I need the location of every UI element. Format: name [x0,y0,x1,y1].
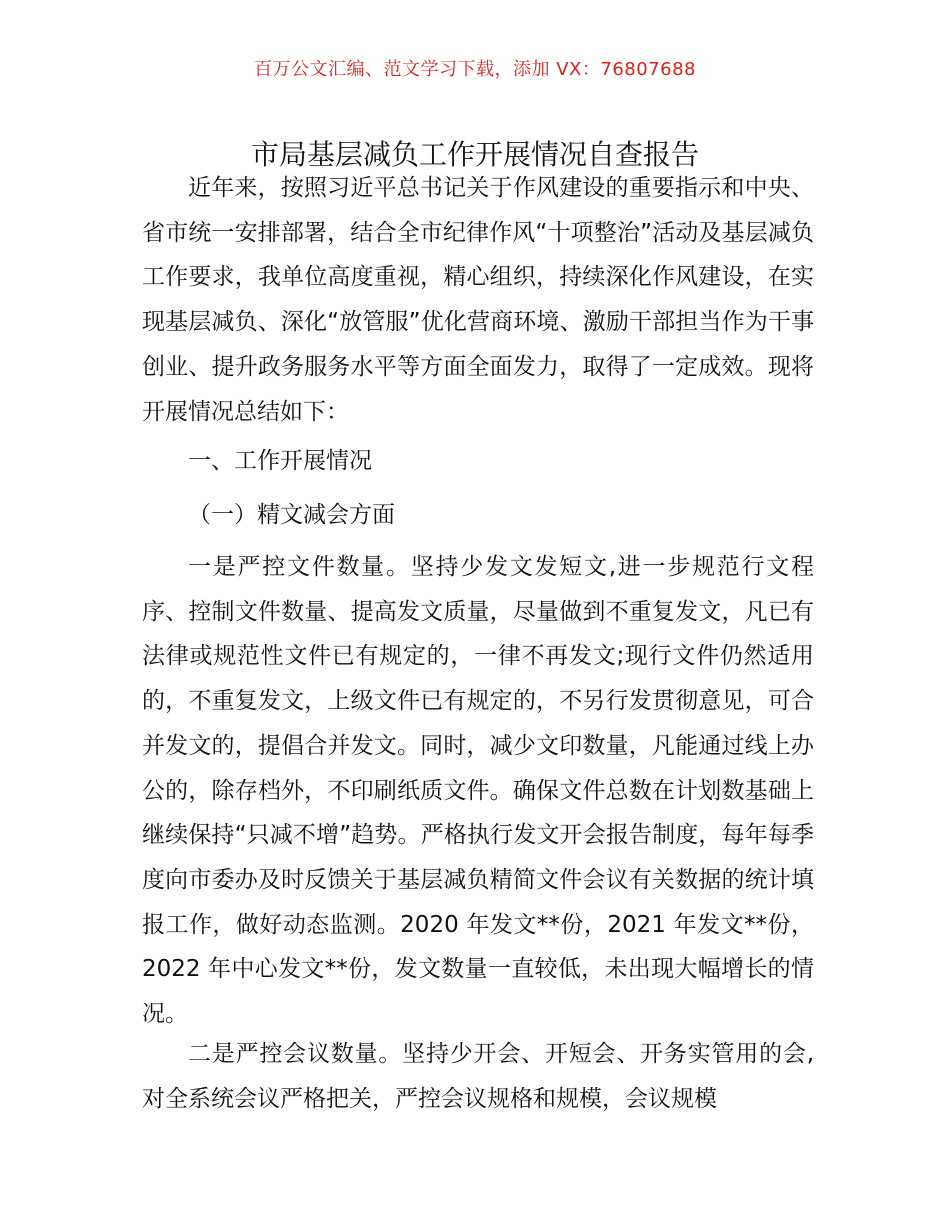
subsection-heading: （一）精文减会方面 [188,502,395,528]
section-heading: 一、工作开展情况 [188,448,372,474]
document-title: 市局基层减负工作开展情况自查报告 [250,137,699,171]
paragraph-meeting-control: 二是严控会议数量。坚持少开会、开短会、开务实管用的会,对全系统会议严格把关，严控会议规格和规模，会议规模 [142,1041,814,1112]
intro-paragraph: 近年来，按照习近平总书记关于作风建设的重要指示和中央、省市统一安排部署，结合全市纪律作风“十项整治”活动及基层减负工作要求，我单位高度重视，精心组织，持续深化作风建设，在实现基层减负、深化“放管服”优化营商环境、激励干部担当作为干事创业、提升政务服务水平等方面全面发力，取得了一定成效。现将开展情况总结如下： [142,175,814,425]
header-watermark-note: 百万公文汇编、范文学习下载，添加 VX：76807688 [254,59,696,80]
paragraph-document-control: 一是严控文件数量。坚持少发文发短文,进一步规范行文程序、控制文件数量、提高发文质量，尽量做到不重复发文，凡已有法律或规范性文件已有规定的，一律不再发文;现行文件仍然适用的，不重复发文，上级文件已有规定的，不另行发贯彻意见，可合并发文的，提倡合并发文。同时，减少文印数量，凡能通过线上办公的，除存档外，不印刷纸质文件。确保文件总数在计划数基础上继续保持“只减不增”趋势。严格执行发文开会报告制度，每年每季度向市委办及时反馈关于基层减负精简文件会议有关数据的统计填报工作，做好动态监测。2020 年发文**份，2021 年发文**份，2022 年中心发文**份，发文数量一直较低，未出现大幅增长的情况。 [142,554,814,1028]
